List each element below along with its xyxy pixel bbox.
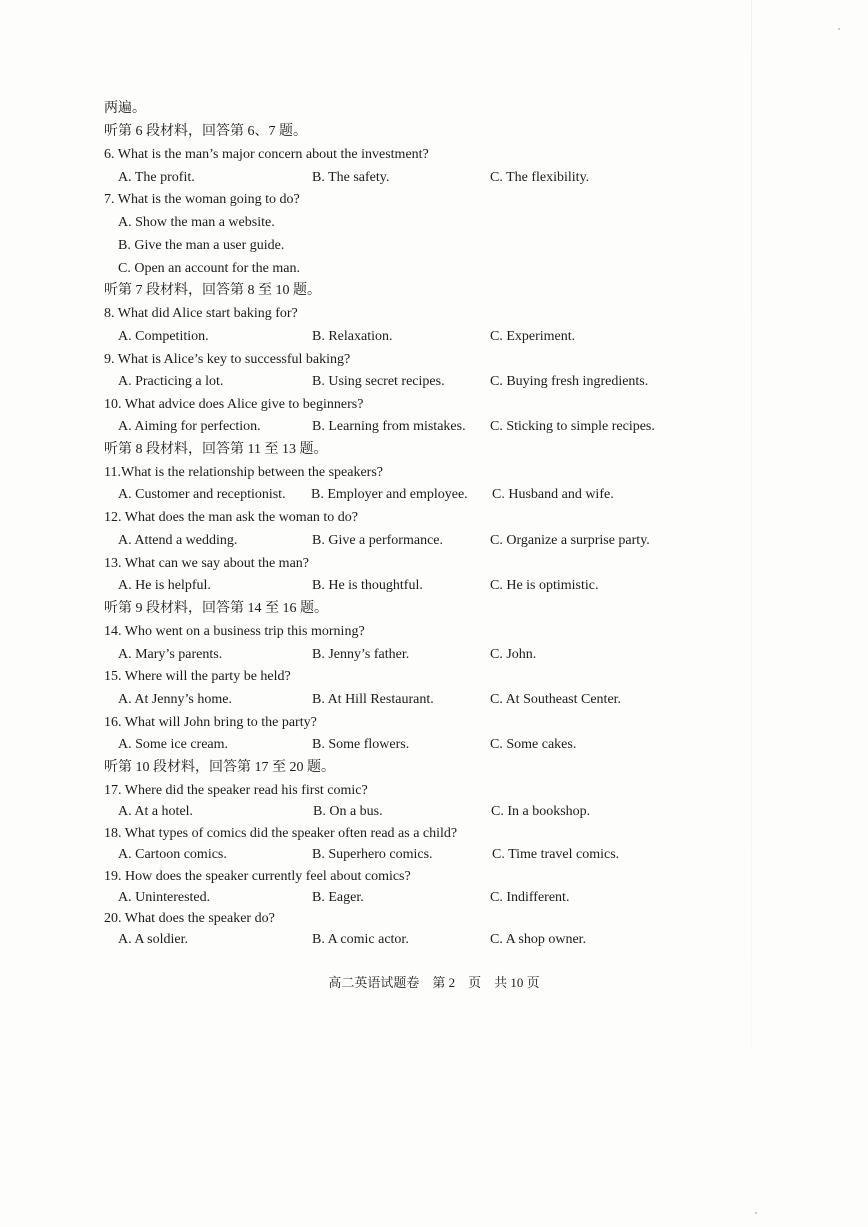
q11-option-a: A. Customer and receptionist. bbox=[118, 487, 286, 502]
question-15: 15. Where will the party be held? bbox=[104, 669, 291, 684]
q17-option-b: B. On a bus. bbox=[313, 804, 383, 819]
section-heading-10: 听第 10 段材料，回答第 17 至 20 题。 bbox=[104, 760, 335, 775]
question-11: 11.What is the relationship between the speakers? bbox=[104, 465, 383, 480]
q9-option-b: B. Using secret recipes. bbox=[312, 374, 445, 389]
q17-option-a: A. At a hotel. bbox=[118, 804, 194, 819]
page-footer: 高二英语试题卷 第 2 页 共 10 页 bbox=[328, 975, 540, 990]
question-14: 14. Who went on a business trip this morning? bbox=[104, 624, 365, 639]
scan-shadow bbox=[751, 0, 752, 1050]
q15-option-b: B. At Hill Restaurant. bbox=[312, 692, 434, 707]
question-18: 18. What types of comics did the speaker often read as a child? bbox=[104, 826, 458, 841]
q16-option-a: A. Some ice cream. bbox=[118, 737, 229, 752]
question-9: 9. What is Alice’s key to successful baking? bbox=[104, 352, 351, 367]
q10-option-b: B. Learning from mistakes. bbox=[312, 419, 466, 434]
q6-option-b: B. The safety. bbox=[312, 170, 390, 185]
q10-option-c: C. Sticking to simple recipes. bbox=[490, 419, 655, 434]
q12-option-c: C. Organize a surprise party. bbox=[490, 533, 650, 548]
question-10: 10. What advice does Alice give to beginners? bbox=[104, 397, 364, 412]
question-19: 19. How does the speaker currently feel about comics? bbox=[104, 869, 411, 884]
q20-option-c: C. A shop owner. bbox=[490, 932, 587, 947]
question-17: 17. Where did the speaker read his first comic? bbox=[104, 783, 368, 798]
q19-option-a: A. Uninterested. bbox=[118, 890, 211, 905]
q13-option-b: B. He is thoughtful. bbox=[312, 578, 423, 593]
q18-option-b: B. Superhero comics. bbox=[312, 847, 433, 862]
q12-option-b: B. Give a performance. bbox=[312, 533, 443, 548]
q7-option-a: A. Show the man a website. bbox=[118, 215, 275, 230]
q15-option-a: A. At Jenny’s home. bbox=[118, 692, 232, 707]
question-16: 16. What will John bring to the party? bbox=[104, 715, 317, 730]
q10-option-a: A. Aiming for perfection. bbox=[118, 419, 261, 434]
q16-option-b: B. Some flowers. bbox=[312, 737, 410, 752]
q9-option-c: C. Buying fresh ingredients. bbox=[490, 374, 649, 389]
q6-option-c: C. The flexibility. bbox=[490, 170, 590, 185]
q11-option-b: B. Employer and employee. bbox=[311, 487, 468, 502]
q18-option-a: A. Cartoon comics. bbox=[118, 847, 227, 862]
q15-option-c: C. At Southeast Center. bbox=[490, 692, 622, 707]
q8-option-b: B. Relaxation. bbox=[312, 329, 393, 344]
section-heading-6: 听第 6 段材料，回答第 6、7 题。 bbox=[104, 124, 307, 139]
q16-option-c: C. Some cakes. bbox=[490, 737, 577, 752]
q18-option-c: C. Time travel comics. bbox=[492, 847, 620, 862]
question-7: 7. What is the woman going to do? bbox=[104, 192, 300, 207]
q20-option-a: A. A soldier. bbox=[118, 932, 189, 947]
q9-option-a: A. Practicing a lot. bbox=[118, 374, 224, 389]
q19-option-c: C. Indifferent. bbox=[490, 890, 570, 905]
q14-option-c: C. John. bbox=[490, 647, 537, 662]
section-heading-9: 听第 9 段材料，回答第 14 至 16 题。 bbox=[104, 601, 328, 616]
q17-option-c: C. In a bookshop. bbox=[491, 804, 591, 819]
scan-speck bbox=[838, 28, 840, 30]
q14-option-a: A. Mary’s parents. bbox=[118, 647, 223, 662]
question-12: 12. What does the man ask the woman to do? bbox=[104, 510, 359, 525]
continued-text: 两遍。 bbox=[104, 101, 146, 116]
q6-option-a: A. The profit. bbox=[118, 170, 195, 185]
scan-speck bbox=[755, 1212, 757, 1214]
section-heading-7: 听第 7 段材料，回答第 8 至 10 题。 bbox=[104, 283, 321, 298]
section-heading-8: 听第 8 段材料，回答第 11 至 13 题。 bbox=[104, 442, 328, 457]
q11-option-c: C. Husband and wife. bbox=[492, 487, 614, 502]
q20-option-b: B. A comic actor. bbox=[312, 932, 409, 947]
q7-option-c: C. Open an account for the man. bbox=[118, 261, 300, 276]
q14-option-b: B. Jenny’s father. bbox=[312, 647, 410, 662]
q13-option-c: C. He is optimistic. bbox=[490, 578, 599, 593]
q13-option-a: A. He is helpful. bbox=[118, 578, 211, 593]
question-8: 8. What did Alice start baking for? bbox=[104, 306, 298, 321]
question-6: 6. What is the man’s major concern about the investment? bbox=[104, 147, 429, 162]
q7-option-b: B. Give the man a user guide. bbox=[118, 238, 285, 253]
q12-option-a: A. Attend a wedding. bbox=[118, 533, 238, 548]
q8-option-c: C. Experiment. bbox=[490, 329, 576, 344]
q19-option-b: B. Eager. bbox=[312, 890, 364, 905]
q8-option-a: A. Competition. bbox=[118, 329, 209, 344]
question-13: 13. What can we say about the man? bbox=[104, 556, 310, 571]
question-20: 20. What does the speaker do? bbox=[104, 911, 275, 926]
